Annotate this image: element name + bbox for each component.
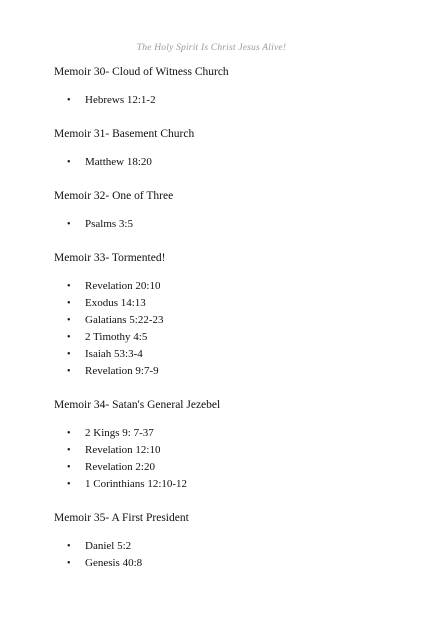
- scripture-reference: [54, 476, 394, 493]
- memoir-title: Memoir 30- Cloud of Witness Church: [54, 66, 229, 78]
- scripture-reference: [54, 538, 394, 555]
- scripture-reference: [54, 442, 394, 459]
- scripture-list: [54, 92, 394, 109]
- scripture-reference: [54, 154, 394, 171]
- memoir-section: [54, 126, 394, 171]
- reference-text: Revelation 2:20: [85, 461, 155, 473]
- scripture-reference: [54, 329, 394, 346]
- document-body: [54, 64, 394, 589]
- memoir-title: Memoir 34- Satan's General Jezebel: [54, 399, 221, 411]
- scripture-reference: [54, 278, 394, 295]
- scripture-list: [54, 216, 394, 233]
- scripture-reference: [54, 92, 394, 109]
- reference-text: 2 Timothy 4:5: [85, 331, 148, 343]
- scripture-list: [54, 538, 394, 572]
- memoir-title: Memoir 33- Tormented!: [54, 252, 166, 264]
- bullet-icon: •: [67, 315, 71, 326]
- reference-text: Galatians 5:22-23: [85, 314, 164, 326]
- bullet-icon: •: [67, 479, 71, 490]
- bullet-icon: •: [67, 349, 71, 360]
- scripture-list: [54, 154, 394, 171]
- scripture-reference: [54, 295, 394, 312]
- reference-text: Genesis 40:8: [85, 557, 143, 569]
- bullet-icon: •: [67, 95, 71, 106]
- bullet-icon: •: [67, 462, 71, 473]
- scripture-reference: [54, 216, 394, 233]
- scripture-reference: [54, 363, 394, 380]
- reference-text: Isaiah 53:3-4: [85, 348, 143, 360]
- memoir-section: [54, 397, 394, 493]
- memoir-title: Memoir 35- A First President: [54, 512, 189, 524]
- reference-text: 1 Corinthians 12:10-12: [85, 478, 188, 490]
- scripture-reference: [54, 425, 394, 442]
- reference-text: Revelation 20:10: [85, 280, 161, 292]
- running-header: The Holy Spirit Is Christ Jesus Alive!: [136, 43, 287, 53]
- memoir-title: Memoir 32- One of Three: [54, 190, 174, 202]
- bullet-icon: •: [67, 428, 71, 439]
- memoir-section: [54, 250, 394, 380]
- memoir-section: [54, 188, 394, 233]
- scripture-list: [54, 278, 394, 380]
- bullet-icon: •: [67, 219, 71, 230]
- memoir-title: Memoir 31- Basement Church: [54, 128, 195, 140]
- bullet-icon: •: [67, 366, 71, 377]
- bullet-icon: •: [67, 157, 71, 168]
- scripture-reference: [54, 346, 394, 363]
- reference-text: 2 Kings 9: 7-37: [85, 427, 154, 439]
- scripture-reference: [54, 312, 394, 329]
- bullet-icon: •: [67, 281, 71, 292]
- scripture-list: [54, 425, 394, 493]
- bullet-icon: •: [67, 445, 71, 456]
- bullet-icon: •: [67, 298, 71, 309]
- reference-text: Exodus 14:13: [85, 297, 146, 309]
- reference-text: Hebrews 12:1-2: [85, 94, 156, 106]
- bullet-icon: •: [67, 332, 71, 343]
- reference-text: Revelation 12:10: [85, 444, 161, 456]
- bullet-icon: •: [67, 541, 71, 552]
- bullet-icon: •: [67, 558, 71, 569]
- scripture-reference: [54, 555, 394, 572]
- memoir-section: [54, 64, 394, 109]
- reference-text: Psalms 3:5: [85, 218, 133, 230]
- memoir-section: [54, 510, 394, 572]
- reference-text: Revelation 9:7-9: [85, 365, 159, 377]
- reference-text: Daniel 5:2: [85, 540, 132, 552]
- scripture-reference: [54, 459, 394, 476]
- reference-text: Matthew 18:20: [85, 156, 152, 168]
